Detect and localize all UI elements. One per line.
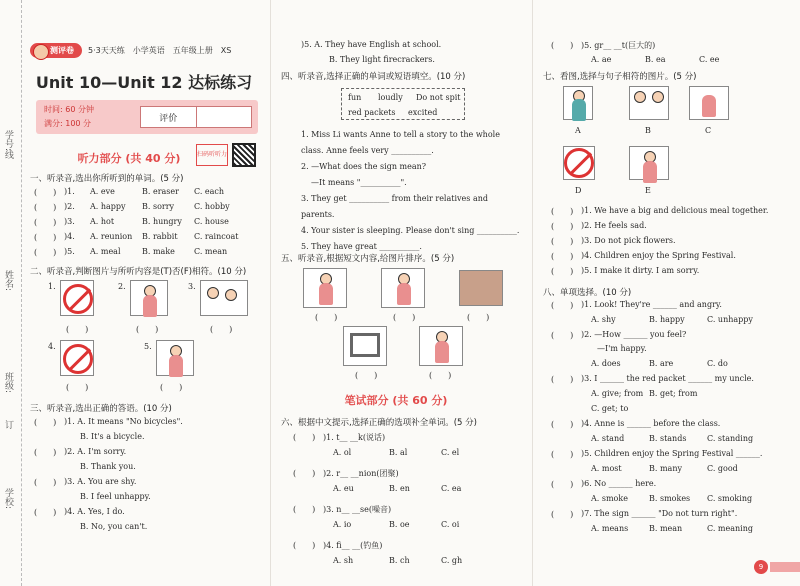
worksheet-header: [30, 40, 239, 60]
option-c: C. ea: [441, 484, 462, 493]
question-text: )5. gr__ __t(巨大的): [581, 41, 656, 50]
question-text: )1. Look! They're ______ and angry.: [581, 300, 722, 309]
question-text: )2. —How ______ you feel?: [581, 330, 687, 339]
q5-answer-1[interactable]: ( ): [315, 313, 338, 322]
option-b: B. rabbit: [142, 232, 178, 241]
q1-heading: 一、听录音,选出你所听到的单词。(5 分): [30, 174, 184, 184]
option-c: C. smoking: [707, 494, 753, 503]
sentence-text: )1. We have a big and delicious meal together.: [581, 206, 769, 215]
spring-festival-picture: [689, 86, 729, 120]
answer-bracket[interactable]: ( ): [551, 375, 574, 384]
q7-label-a: A: [575, 126, 581, 135]
family-meal-picture: [629, 86, 669, 120]
option-a: A. ol: [333, 448, 352, 457]
answer-bracket[interactable]: ( ): [34, 188, 57, 197]
fill-blank-line: 2. —What does the sign mean?: [301, 162, 427, 171]
girl-body-icon: [143, 295, 157, 317]
word-bank: [341, 88, 465, 120]
option-c: C. raincoat: [194, 232, 239, 241]
page-title: Unit 10—Unit 12 达标练习: [35, 73, 253, 92]
q7-label-d: D: [575, 186, 582, 195]
option-c: C. do: [707, 359, 728, 368]
scan-stamp: 扫码听听力: [196, 144, 228, 166]
q3-5-option-a: )5. A. They have English at school.: [301, 40, 442, 49]
answer-bracket[interactable]: ( ): [551, 237, 574, 246]
q7-label-e: E: [645, 186, 651, 195]
full-score: 满分: 100 分: [44, 119, 92, 128]
q3-heading: 三、听录音,选出正确的答语。(10 分): [30, 404, 172, 414]
q2-answer-4[interactable]: ( ): [66, 383, 89, 392]
answer-bracket[interactable]: ( ): [551, 450, 574, 459]
question-text: )3. I ______ the red packet ______ my uncle.: [581, 374, 754, 383]
option-a: A. meal: [90, 247, 121, 256]
option-a: )3. A. You are shy.: [64, 477, 137, 486]
q7-label-b: B: [645, 126, 651, 135]
q2-label-1: 1.: [48, 282, 56, 291]
answer-bracket[interactable]: ( ): [551, 267, 574, 276]
no-smoking-picture: [60, 280, 94, 316]
option-b: B. hungry: [142, 217, 182, 226]
option-b: B. sorry: [142, 202, 175, 211]
subject-name: 小学英语: [132, 45, 165, 55]
option-b: B. make: [142, 247, 175, 256]
option-a: A. sh: [333, 556, 354, 565]
option-c: C. unhappy: [707, 315, 753, 324]
option-b: B. No, you can't.: [80, 522, 148, 531]
option-b: B. stands: [649, 434, 687, 443]
boy-body-icon: [572, 99, 586, 121]
answer-bracket[interactable]: ( ): [293, 505, 316, 514]
q5-answer-3[interactable]: ( ): [467, 313, 490, 322]
q4-heading: 四、听录音,选择正确的单词或短语填空。(10 分): [281, 72, 466, 82]
column-left: [26, 0, 262, 586]
option-c: C. mean: [194, 247, 228, 256]
answer-bracket[interactable]: ( ): [551, 207, 574, 216]
q5-heading: 五、听录音,根据短文内容,给图片排序。(5 分): [281, 254, 455, 264]
fill-blank-line: 5. They have great __________.: [301, 242, 422, 251]
word-loudly: loudly: [378, 93, 403, 102]
answer-bracket[interactable]: ( ): [551, 252, 574, 261]
option-b: B. It's a bicycle.: [80, 432, 145, 441]
option-c: C. oi: [441, 520, 460, 529]
answer-bracket[interactable]: ( ): [34, 508, 57, 517]
option-b: B. get; from: [649, 389, 698, 398]
word-do-not-spit: Do not spit: [416, 93, 461, 102]
sentence-text: )2. He feels sad.: [581, 221, 647, 230]
series-name: 5·3天天练: [88, 45, 125, 55]
answer-bracket[interactable]: ( ): [293, 433, 316, 442]
option-c: C. each: [194, 187, 225, 196]
answer-bracket[interactable]: ( ): [551, 301, 574, 310]
q2-answer-2[interactable]: ( ): [136, 325, 159, 334]
answer-bracket[interactable]: ( ): [551, 222, 574, 231]
grade-name: 五年级上册: [172, 45, 213, 55]
q2-heading: 二、听录音,判断图片与所听内容是(T)否(F)相符。(10 分): [30, 267, 247, 277]
answer-bracket[interactable]: ( ): [34, 203, 57, 212]
info-box: [36, 100, 258, 134]
question-text: )3. n__ __se(噪音): [323, 505, 392, 514]
option-b: B. Thank you.: [80, 462, 136, 471]
option-a: A. eve: [90, 187, 115, 196]
sad-boy-picture: [563, 86, 593, 120]
person-body-icon: [643, 161, 657, 183]
option-a: A. stand: [591, 434, 625, 443]
option-c: C. good: [707, 464, 738, 473]
word-red-packets: red packets: [348, 108, 396, 117]
child-icon: [702, 95, 716, 117]
option-a: A. hot: [90, 217, 115, 226]
question-text: )4. fi__ __(钓鱼): [323, 541, 383, 550]
question-text: )5. Children enjoy the Spring Festival ______.: [581, 449, 763, 458]
question-text: )7. The sign ______ "Do not turn right".: [581, 509, 738, 518]
option-a: A. does: [591, 359, 621, 368]
person-head-icon: [652, 91, 664, 103]
family-picture: [200, 280, 248, 316]
person-head-icon: [207, 287, 219, 299]
question-text: )2. r__ __nion(团聚): [323, 469, 399, 478]
option-a: A. reunion: [90, 232, 133, 241]
answer-bracket[interactable]: ( ): [34, 218, 57, 227]
no-sign-icon: [63, 344, 93, 374]
option-a: A. give; from: [591, 389, 644, 398]
name-label: 姓名:: [3, 270, 13, 292]
q8-heading: 八、单项选择。(10 分): [543, 288, 632, 298]
binding-margin: [0, 0, 22, 586]
option-a: A. io: [333, 520, 352, 529]
question-number: )3.: [64, 217, 75, 226]
order-picture-5: [419, 326, 463, 366]
option-b: B. oe: [389, 520, 410, 529]
sentence-text: )3. Do not pick flowers.: [581, 236, 676, 245]
option-c: C. gh: [441, 556, 463, 565]
column-right: [532, 0, 794, 586]
option-c: C. house: [194, 217, 229, 226]
option-a: A. happy: [90, 202, 126, 211]
q2-label-4: 4.: [48, 342, 56, 351]
fill-blank-line: class. Anne feels very __________.: [301, 146, 434, 155]
question-number: )2.: [64, 202, 75, 211]
corner-bar: [770, 562, 800, 572]
fill-blank-line: 4. Your sister is sleeping. Please don't sing __________.: [301, 226, 520, 235]
tv-icon: [350, 333, 380, 357]
q7-label-c: C: [705, 126, 712, 135]
class-label: 班级:: [3, 372, 13, 394]
question-text: )1. t__ __k(说话): [323, 433, 386, 442]
option-a: )1. A. It means "No bicycles".: [64, 417, 183, 426]
no-flower-picking-picture: [563, 146, 595, 180]
answer-bracket[interactable]: ( ): [551, 420, 574, 429]
word-excited: excited: [408, 108, 438, 117]
books-picture: [459, 270, 503, 306]
order-picture-1: [303, 268, 347, 308]
answer-bracket[interactable]: ( ): [34, 418, 57, 427]
q2-label-5: 5.: [144, 342, 152, 351]
option-c: C. standing: [707, 434, 754, 443]
answer-bracket[interactable]: ( ): [34, 248, 57, 257]
score-box: [140, 106, 252, 128]
answer-bracket[interactable]: ( ): [293, 469, 316, 478]
option-a: )2. A. I'm sorry.: [64, 447, 127, 456]
q5-answer-5[interactable]: ( ): [429, 371, 452, 380]
listening-section-title: 听力部分 (共 40 分): [77, 152, 181, 165]
option-b: B. ea: [645, 55, 666, 64]
option-b: B. are: [649, 359, 674, 368]
question-number: )1.: [64, 187, 75, 196]
option-b: B. many: [649, 464, 682, 473]
person-head-icon: [225, 289, 237, 301]
option-b: B. ch: [389, 556, 410, 565]
tv-picture: [343, 326, 387, 366]
q5-answer-2[interactable]: ( ): [393, 313, 416, 322]
question-response: —I'm happy.: [597, 344, 647, 353]
option-b: B. mean: [649, 524, 683, 533]
fill-blank-line: parents.: [301, 210, 335, 219]
answer-bracket[interactable]: ( ): [551, 510, 574, 519]
person-body-icon: [435, 341, 449, 363]
option-b: B. al: [389, 448, 408, 457]
q5-answer-4[interactable]: ( ): [355, 371, 378, 380]
option-b: B. I feel unhappy.: [80, 492, 151, 501]
q2-label-3: 3.: [188, 282, 196, 291]
q2-answer-5[interactable]: ( ): [160, 383, 183, 392]
q7-heading: 七、看图,选择与句子相符的图片。(5 分): [543, 72, 697, 82]
writing-section-title: 笔试部分 (共 60 分): [344, 394, 448, 407]
sentence-text: )4. Children enjoy the Spring Festival.: [581, 251, 736, 260]
q6-heading: 六、根据中文提示,选择正确的选项补全单词。(5 分): [281, 418, 477, 428]
option-b: B. en: [389, 484, 410, 493]
answer-bracket[interactable]: ( ): [551, 41, 574, 50]
page-number: 9: [754, 560, 768, 574]
eval-label: 评价: [141, 107, 197, 127]
no-sign-icon: [63, 284, 93, 314]
option-b: B. eraser: [142, 187, 179, 196]
edition-name: XS: [220, 45, 232, 55]
student-number-label: 学号:: [3, 130, 13, 152]
option-a: A. smoke: [591, 494, 628, 503]
q2-answer-1[interactable]: ( ): [66, 325, 89, 334]
score-field[interactable]: [197, 107, 252, 127]
sentence-text: )5. I make it dirty. I am sorry.: [581, 266, 700, 275]
boy-body-icon: [169, 355, 183, 377]
person-body-icon: [319, 283, 333, 305]
person-body-icon: [397, 283, 411, 305]
option-c: C. get; to: [591, 404, 629, 413]
fill-blank-line: —It means "__________".: [311, 178, 407, 187]
word-fun: fun: [348, 93, 362, 102]
test-badge: 测评卷: [30, 43, 82, 58]
answer-bracket[interactable]: ( ): [34, 478, 57, 487]
no-sign-icon: [564, 148, 594, 178]
fill-blank-line: 3. They get __________ from their relatives and: [301, 194, 488, 203]
answer-bracket[interactable]: ( ): [293, 541, 316, 550]
fill-blank-line: 1. Miss Li wants Anne to tell a story to the whole: [301, 130, 500, 139]
question-text: )4. Anne is ______ before the class.: [581, 419, 721, 428]
answer-bracket[interactable]: ( ): [551, 480, 574, 489]
option-a: A. shy: [591, 315, 616, 324]
girl-reading-picture: [130, 280, 168, 316]
option-b: B. happy: [649, 315, 685, 324]
option-c: C. hobby: [194, 202, 230, 211]
school-label: 学校:: [3, 488, 13, 510]
option-c: C. meaning: [707, 524, 753, 533]
person-head-icon: [634, 91, 646, 103]
order-picture-2: [381, 268, 425, 308]
option-a: )4. A. Yes, I do.: [64, 507, 125, 516]
binding-line-label: 线: [3, 150, 13, 159]
no-noise-picture: [60, 340, 94, 376]
question-number: )4.: [64, 232, 75, 241]
question-text: )6. No ______ here.: [581, 479, 657, 488]
option-a: A. ae: [591, 55, 612, 64]
answer-bracket[interactable]: ( ): [34, 448, 57, 457]
time-limit: 时间: 60 分钟: [44, 105, 94, 114]
answer-bracket[interactable]: ( ): [551, 331, 574, 340]
option-a: A. eu: [333, 484, 354, 493]
dirty-picture: [629, 146, 669, 180]
option-b: B. smokes: [649, 494, 691, 503]
q2-answer-3[interactable]: ( ): [210, 325, 233, 334]
question-number: )5.: [64, 247, 75, 256]
answer-bracket[interactable]: ( ): [34, 233, 57, 242]
option-c: C. el: [441, 448, 460, 457]
binding-order-label: 订: [3, 420, 13, 429]
column-middle: [270, 0, 528, 586]
option-a: A. most: [591, 464, 622, 473]
option-c: C. ee: [699, 55, 720, 64]
boy-picture: [156, 340, 194, 376]
q2-label-2: 2.: [118, 282, 126, 291]
option-a: A. means: [591, 524, 629, 533]
qr-code[interactable]: [232, 143, 256, 167]
q3-5-option-b: B. They light firecrackers.: [329, 55, 435, 64]
